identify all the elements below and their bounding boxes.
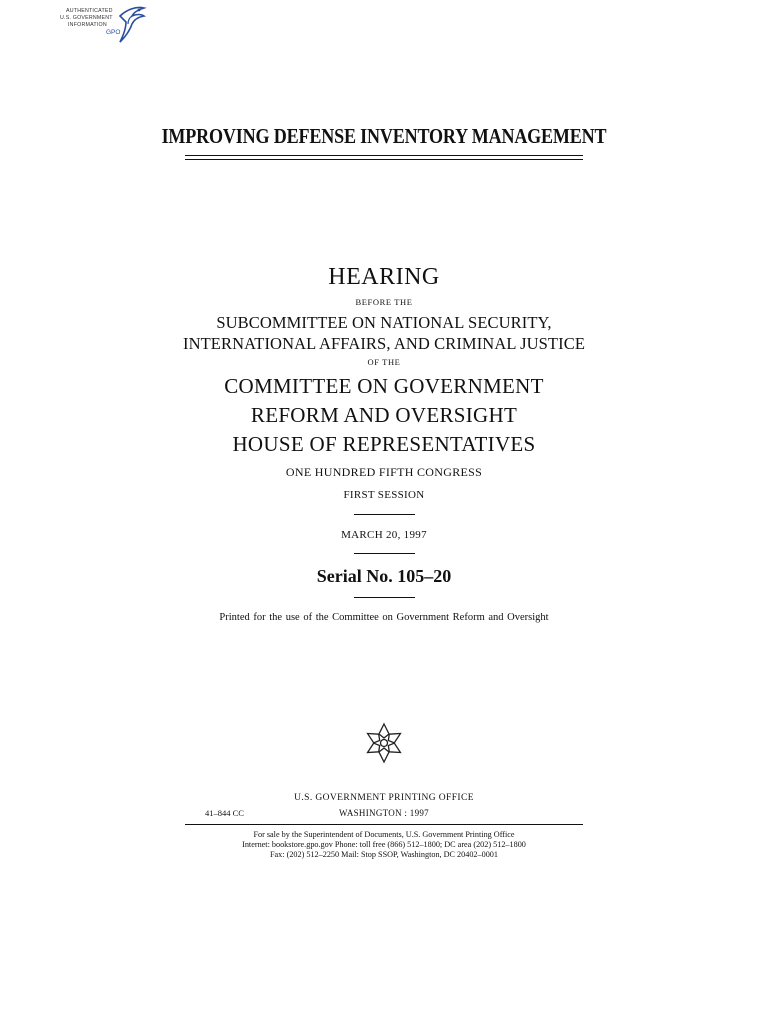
hearing-heading: HEARING (328, 264, 440, 290)
hearing-date: MARCH 20, 1997 (341, 529, 427, 541)
printing-office: U.S. GOVERNMENT PRINTING OFFICE (294, 793, 474, 803)
seal-line-1: AUTHENTICATED (66, 8, 113, 14)
city-and-year: WASHINGTON : 1997 (339, 808, 429, 818)
eagle-icon (114, 4, 148, 48)
congress-label: ONE HUNDRED FIFTH CONGRESS (285, 465, 483, 479)
sale-line-3: Fax: (202) 512–2250 Mail: Stop SSOP, Washington, DC 20402–0001 (269, 850, 498, 859)
document-title: IMPROVING DEFENSE INVENTORY MANAGEMENT (161, 124, 607, 148)
serial-rule (354, 597, 415, 598)
subcommittee-line-2: INTERNATIONAL AFFAIRS, AND CRIMINAL JUSTICE (183, 334, 585, 353)
serial-number: Serial No. 105–20 (316, 566, 452, 586)
committee-line-1: COMMITTEE ON GOVERNMENT (224, 374, 544, 398)
before-the-label: BEFORE THE (355, 297, 413, 307)
sale-line-2: Internet: bookstore.gpo.gov Phone: toll free (866) 512–1800; DC area (202) 512–1800 (242, 840, 526, 849)
title-rule-top (185, 155, 583, 156)
title-rule-bottom (185, 159, 583, 160)
session-label: FIRST SESSION (343, 489, 425, 501)
sale-line-1: For sale by the Superintendent of Documents, U.S. Government Printing Office (253, 830, 515, 839)
gpo-authenticated-seal (58, 4, 150, 48)
committee-line-3: HOUSE OF REPRESENTATIVES (232, 432, 536, 456)
date-rule (354, 553, 415, 554)
seal-line-3: INFORMATION (68, 22, 107, 28)
seal-gpo-mark: GPO (106, 29, 121, 36)
printed-for-note: Printed for the use of the Committee on Government Reform and Oversight (219, 612, 549, 623)
subcommittee-line-1: SUBCOMMITTEE ON NATIONAL SECURITY, (216, 313, 552, 332)
committee-line-2: REFORM AND OVERSIGHT (250, 403, 518, 427)
of-the-label: OF THE (367, 357, 401, 367)
stock-code: 41–844 CC (205, 808, 244, 818)
session-rule (354, 514, 415, 515)
imprint-rule (185, 824, 583, 825)
gpo-emblem-icon (364, 722, 404, 764)
seal-line-2: U.S. GOVERNMENT (60, 15, 113, 21)
